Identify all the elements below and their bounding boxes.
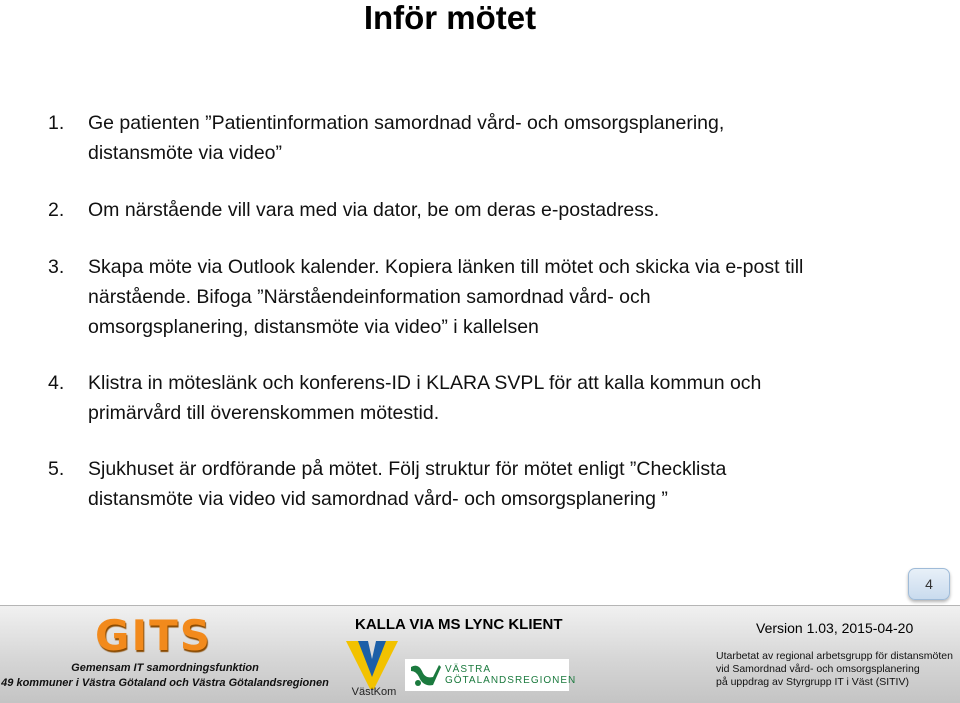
footer-banner [0,605,960,703]
credit-line: Utarbetat av regional arbetsgrupp för distansmöten [716,650,953,662]
list-item [48,368,908,428]
gits-logo: GITS [95,611,212,660]
list-item-number: 3. [48,256,65,278]
list-item [48,252,908,342]
page-number-badge: 4 [908,568,950,600]
list-item-number: 1. [48,112,65,134]
credit-line: vid Samordnad vård- och omsorgsplanering [716,663,920,675]
list-item [48,195,908,225]
list-item-number: 2. [48,199,65,221]
list-item [48,108,908,168]
gits-tagline: Gemensam IT samordningsfunktion [71,662,259,674]
vastkom-logo-text: VästKom [351,686,397,698]
vgr-logo-line2: GÖTALANDSREGIONEN [445,675,577,686]
list-item-text: Sjukhuset är ordförande på mötet. Följ struktur för mötet enligt ”Checklista distansmöte via video vid samordnad vård- och omsorgsplanering ” [88,458,727,510]
list-item-text: Skapa möte via Outlook kalender. Kopiera länken till mötet och skicka via e-post till närstående. Bifoga ”Närståendeinformation samordnad vård- och omsorgsplanering, distansmöte via video” i kallelsen [88,256,804,338]
gits-subtagline: 49 kommuner i Västra Götaland och Västra Götalandsregionen [1,677,329,689]
list-item-text: Om närstående vill vara med via dator, be om deras e-postadress. [88,199,660,221]
instruction-list [48,108,908,514]
list-item-text: Klistra in möteslänk och konferens-ID i KLARA SVPL för att kalla kommun och primärvård till överenskommen mötestid. [88,372,762,424]
credit-line: på uppdrag av Styrgrupp IT i Väst (SITIV) [716,676,909,688]
list-item-number: 5. [48,458,65,480]
list-item-number: 4. [48,372,65,394]
vgr-logo [405,659,577,691]
vgr-mark-icon [408,661,442,689]
list-item [48,454,908,514]
vgr-logo-line1: VÄSTRA [445,664,492,675]
list-item-text: Ge patienten ”Patientinformation samordnad vård- och omsorgsplanering, distansmöte via video” [88,112,725,164]
footer-title: KALLA VIA MS LYNC KLIENT [355,616,563,633]
page-title: Inför mötet [363,0,537,36]
version-label: Version 1.03, 2015-04-20 [756,620,914,636]
